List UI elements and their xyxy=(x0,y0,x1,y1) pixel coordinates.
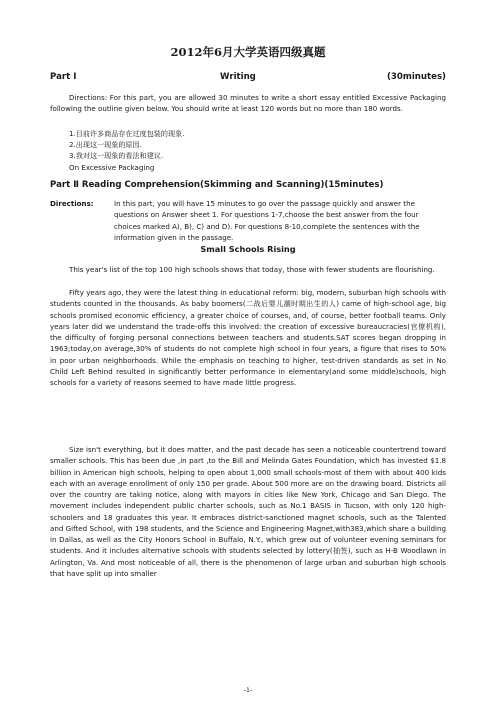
outline-item: 3.我对这一现象的看法和建议. xyxy=(69,151,164,161)
article-paragraph: Fifty years ago, they were the latest thing in educational reform: big, modern, suburban high schools with students counted in the thousands. As baby boomers(二战后婴儿潮时期出生的人) came of high-school age, big schools promised economic efficiency, a greater choice of courses, and, of course, better football teams. Only years later did we understand the trade-offs this involved: the creation of excessive bureaucracies(官僚机构), the difficulty of forging personal connections between teachers and students.SAT scores began dropping in 1963;today,on average,30% of students do not complete high school in four years, a figure that rises to 50% in poor urban neighborhoods. While the emphasis on teaching to higher, test-driven standards as set in No Child Left Behind resulted in significantly better performance in elementary(and some middle)schools, high schools for a variety of reasons seemed to have made little progress. xyxy=(50,288,446,387)
part1-heading xyxy=(50,72,446,82)
part2-heading: Part Ⅱ Reading Comprehension(Skimming and Scanning)(15minutes) xyxy=(50,180,384,190)
part2-directions xyxy=(50,198,446,243)
article-paragraph: This year's list of the top 100 high schools shows that today, those with fewer students are flourishing. xyxy=(69,265,435,274)
document-title: 2012年6月大学英语四级真题 xyxy=(170,45,326,59)
article-title: Small Schools Rising xyxy=(200,244,296,254)
part1-outline xyxy=(50,128,446,173)
essay-title: On Excessive Packaging xyxy=(69,162,155,172)
part1-section-name: Writing xyxy=(220,72,256,82)
outline-item: 1.目前许多商品存在过度包装的现象. xyxy=(69,129,185,138)
outline-item: 2.出现这一现象的原因. xyxy=(69,140,142,150)
directions-label: Directions: xyxy=(50,199,94,208)
part1-time: (30minutes) xyxy=(386,72,446,82)
page-number: -1- xyxy=(243,686,253,694)
directions-text: In this part, you will have 15 minutes to go over the passage quickly and answer the questions on Answer sheet 1. For questions 1-7,choose the best answer from the four choices marked A), B), C) and D). For questions 8-10,complete the sentences with the information given in the passage. xyxy=(114,199,420,242)
part1-directions: Directions: For this part, you are allowed 30 minutes to write a short essay entitled Excessive Packaging following the outline given below. You should write at least 120 words but no more than 180 words. xyxy=(50,93,446,114)
article-paragraph: Size isn't everything, but it does matter, and the past decade has seen a noticeable countertrend toward smaller schools. This has been due ,in part ,to the Bill and Melinda Gates Foundation, which has invested $1.8 billion in American high schools, helping to open about 1,000 small schools-most of them with about 400 kids each with an average enrollment of only 150 per grade. About 500 more are on the drawing board. Districts all over the country are taking notice, along with mayors in cities like New York, Chicago and San Diego. The movement includes independent public charter schools, such as No.1 BASIS in Tucson, with only 120 high-schoolers and 18 graduates this year. It embraces district-sanctioned magnet schools, such as the Talented and Gifted School, with 198 students, and the Science and Engineering Magnet,with383,which share a building in Dallas, as well as the City Honors School in Buffalo, N.Y., which grew out of volunteer evening seminars for students. And it includes alternative schools with students selected by lottery(抽签), such as H-B Woodlawn in Arlington, Va. And most noticeable of all, there is the phenomenon of large urban and suburban high schools that have split up into smaller xyxy=(50,445,446,578)
part1-label: Part Ⅰ xyxy=(50,72,77,82)
